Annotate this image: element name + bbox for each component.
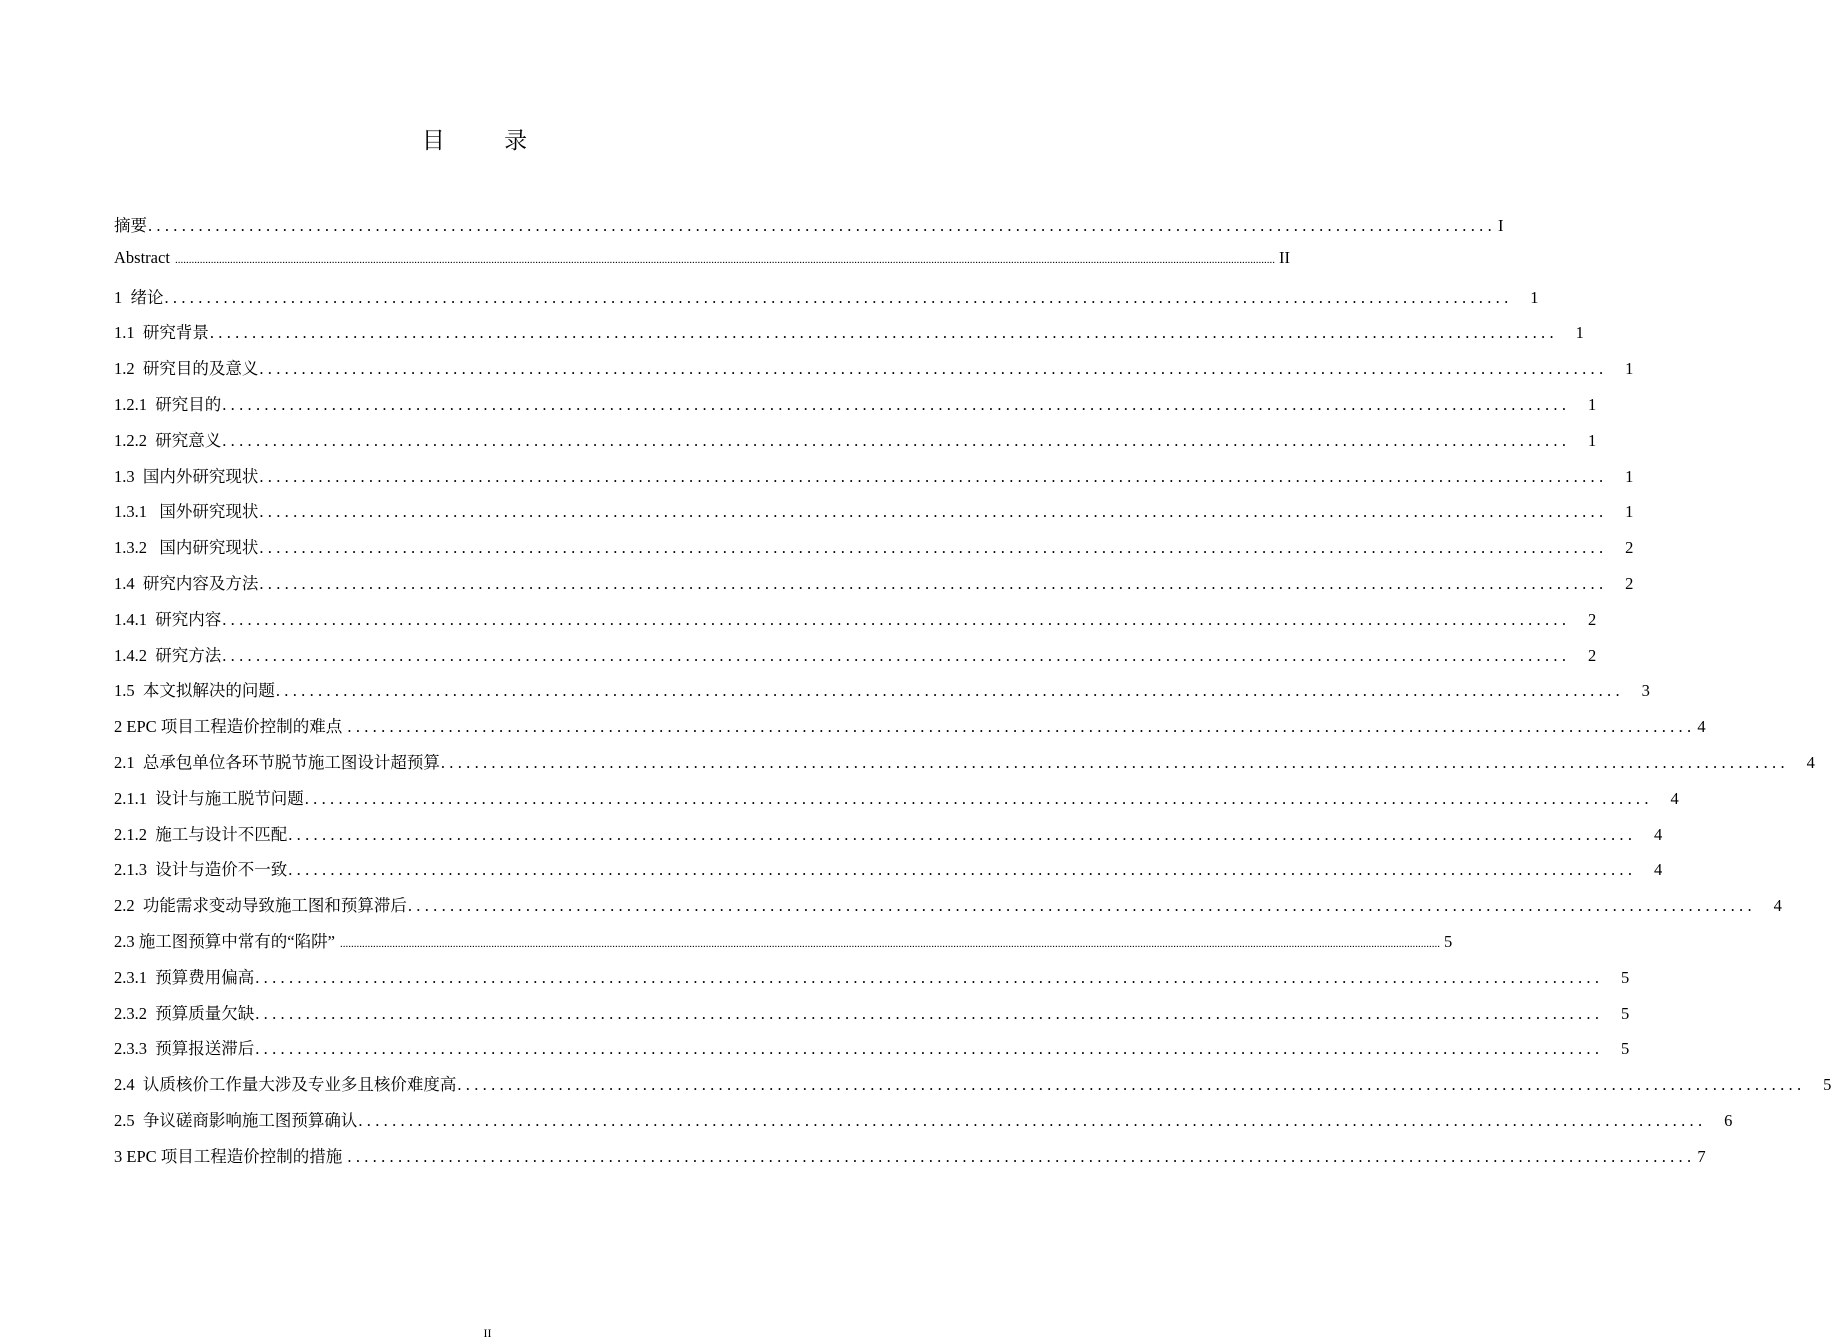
toc-entry-title: 2.5 争议磋商影响施工图预算确认 <box>114 1110 358 1130</box>
toc-entry-page: 1 <box>1588 394 1597 414</box>
toc-entry-title: 2.4 认质核价工作量大涉及专业多且核价难度高 <box>114 1075 457 1095</box>
toc-entry-title: 2.3.3 预算报送滞后 <box>114 1039 255 1059</box>
toc-entry-page: 2 <box>1625 573 1634 593</box>
toc-dot-leader: ................................................................................................................................................................ <box>209 323 1558 343</box>
toc-entry-page: 2 <box>1588 645 1597 665</box>
toc-dot-leader: ................................................................................................................................................................ <box>457 1075 1806 1095</box>
toc-dot-leader: ................................................................................................................................................................ <box>259 573 1608 593</box>
toc-entry[interactable] <box>114 713 1706 749</box>
toc-dot-leader: ................................................................................................................................................................ <box>304 788 1653 808</box>
toc-entry[interactable] <box>114 1107 1733 1143</box>
toc-entry-page: 4 <box>1697 717 1706 737</box>
toc-list <box>114 212 1831 1179</box>
toc-entry-page: II <box>1279 247 1291 267</box>
toc-entry[interactable] <box>114 498 1634 534</box>
toc-entry-page: 1 <box>1575 323 1584 343</box>
toc-dot-leader: ................................................................................................................................................................ <box>259 502 1608 522</box>
toc-entry-page: 4 <box>1670 788 1679 808</box>
toc-dot-leader: ................................................................................................................................................................................................................................................................................................................................................................................................................ <box>175 253 1276 266</box>
toc-entry[interactable] <box>114 785 1679 821</box>
toc-dot-leader: ................................................................................................................................................................ <box>148 216 1496 235</box>
toc-dot-leader: ................................................................................................................................................................ <box>440 752 1789 772</box>
page-footer-number: II <box>483 1326 492 1340</box>
toc-entry[interactable] <box>114 964 1630 1000</box>
toc-entry-page: 5 <box>1444 931 1453 951</box>
toc-entry[interactable] <box>114 247 1291 284</box>
toc-entry-title: 1.4.1 研究内容 <box>114 609 222 629</box>
toc-entry-page: 2 <box>1625 538 1634 558</box>
toc-dot-leader: ................................................................................................................................................................ <box>275 681 1624 701</box>
toc-entry-title: 1.1 研究背景 <box>114 323 209 343</box>
toc-dot-leader: ................................................................................................................................................................ <box>222 609 1571 629</box>
toc-dot-leader: ................................................................................................................................................................................................................................................................................................................................................................................................................ <box>340 937 1441 950</box>
toc-dot-leader: ................................................................................................................................................................ <box>255 1003 1604 1023</box>
toc-dot-leader: ................................................................................................................................................................ <box>288 860 1637 880</box>
toc-entry-page: 1 <box>1625 466 1634 486</box>
toc-entry-title: 2.1.2 施工与设计不匹配 <box>114 824 288 844</box>
toc-entry-page: 5 <box>1621 967 1630 987</box>
toc-entry-title: 2 EPC 项目工程造价控制的难点 <box>114 717 347 737</box>
toc-entry-page: 5 <box>1621 1003 1630 1023</box>
toc-entry-page: 1 <box>1530 287 1539 307</box>
toc-entry[interactable] <box>114 463 1634 499</box>
toc-entry-page: 6 <box>1724 1110 1733 1130</box>
toc-entry[interactable] <box>114 677 1650 713</box>
toc-entry-title: 2.1 总承包单位各环节脱节施工图设计超预算 <box>114 752 440 772</box>
toc-dot-leader: ................................................................................................................................................................ <box>407 896 1756 916</box>
toc-dot-leader: ................................................................................................................................................................ <box>164 287 1513 307</box>
toc-entry-title: 1.4.2 研究方法 <box>114 645 222 665</box>
toc-dot-leader: ................................................................................................................................................................ <box>255 967 1604 987</box>
toc-dot-leader: ................................................................................................................................................................ <box>222 645 1571 665</box>
toc-entry[interactable] <box>114 1035 1630 1071</box>
toc-entry-page: 4 <box>1654 824 1663 844</box>
toc-entry-title: 2.2 功能需求变动导致施工图和预算滞后 <box>114 896 407 916</box>
toc-entry-page: 7 <box>1697 1146 1706 1166</box>
toc-entry-title: 2.3 施工图预算中常有的“陷阱” <box>114 931 340 951</box>
toc-entry-page: 1 <box>1625 359 1634 379</box>
toc-entry-title: 1.3 国内外研究现状 <box>114 466 259 486</box>
toc-entry[interactable] <box>114 892 1782 928</box>
toc-entry[interactable] <box>114 1000 1630 1036</box>
toc-entry[interactable] <box>114 212 1504 248</box>
toc-entry[interactable] <box>114 355 1634 391</box>
toc-entry-title: 2.3.2 预算质量欠缺 <box>114 1003 255 1023</box>
toc-entry[interactable] <box>114 606 1597 642</box>
toc-entry-page: 4 <box>1654 860 1663 880</box>
toc-dot-leader: ................................................................................................................................................................ <box>347 717 1696 737</box>
toc-entry-page: I <box>1498 216 1504 235</box>
toc-entry-page: 5 <box>1823 1075 1831 1095</box>
toc-entry[interactable] <box>114 856 1663 892</box>
toc-entry[interactable] <box>114 427 1597 463</box>
toc-entry[interactable] <box>114 319 1584 355</box>
toc-entry[interactable] <box>114 1071 1831 1107</box>
toc-entry[interactable] <box>114 642 1597 678</box>
toc-entry-title: 2.1.3 设计与造价不一致 <box>114 860 288 880</box>
toc-entry-title: 1.2 研究目的及意义 <box>114 359 259 379</box>
toc-dot-leader: ................................................................................................................................................................ <box>259 359 1608 379</box>
toc-entry-title: Abstract <box>114 247 175 267</box>
toc-entry-page: 4 <box>1773 896 1782 916</box>
toc-entry-page: 5 <box>1621 1039 1630 1059</box>
toc-dot-leader: ................................................................................................................................................................ <box>259 466 1608 486</box>
toc-entry-title: 1.4 研究内容及方法 <box>114 573 259 593</box>
toc-entry-title: 1.2.1 研究目的 <box>114 394 222 414</box>
toc-entry-title: 摘要 <box>114 216 147 235</box>
toc-entry[interactable] <box>114 391 1597 427</box>
toc-dot-leader: ................................................................................................................................................................ <box>288 824 1637 844</box>
toc-dot-leader: ................................................................................................................................................................ <box>259 538 1608 558</box>
toc-dot-leader: ................................................................................................................................................................ <box>222 430 1571 450</box>
toc-entry-title: 1.5 本文拟解决的问题 <box>114 681 275 701</box>
toc-entry[interactable] <box>114 570 1634 606</box>
toc-entry-page: 1 <box>1625 502 1634 522</box>
toc-entry-title: 2.1.1 设计与施工脱节问题 <box>114 788 304 808</box>
toc-title: 目 录 <box>421 128 554 154</box>
toc-entry-title: 1.3.1 国外研究现状 <box>114 502 259 522</box>
toc-dot-leader: ................................................................................................................................................................ <box>255 1039 1604 1059</box>
toc-entry-title: 1.2.2 研究意义 <box>114 430 222 450</box>
toc-dot-leader: ................................................................................................................................................................ <box>358 1110 1707 1130</box>
toc-entry[interactable] <box>114 749 1815 785</box>
toc-entry[interactable] <box>114 928 1453 964</box>
toc-entry-title: 1.3.2 国内研究现状 <box>114 538 259 558</box>
toc-entry-page: 3 <box>1641 681 1650 701</box>
toc-dot-leader: ................................................................................................................................................................ <box>347 1146 1696 1166</box>
toc-entry-page: 4 <box>1806 752 1815 772</box>
toc-entry-title: 3 EPC 项目工程造价控制的措施 <box>114 1146 347 1166</box>
toc-entry[interactable] <box>114 534 1634 570</box>
toc-entry-title: 1 绪论 <box>114 287 164 307</box>
toc-entry[interactable] <box>114 1143 1706 1179</box>
toc-entry-title: 2.3.1 预算费用偏高 <box>114 967 255 987</box>
toc-entry[interactable] <box>114 821 1663 857</box>
toc-entry-page: 2 <box>1588 609 1597 629</box>
toc-entry[interactable] <box>114 284 1539 320</box>
toc-entry-page: 1 <box>1588 430 1597 450</box>
toc-dot-leader: ................................................................................................................................................................ <box>222 394 1571 414</box>
